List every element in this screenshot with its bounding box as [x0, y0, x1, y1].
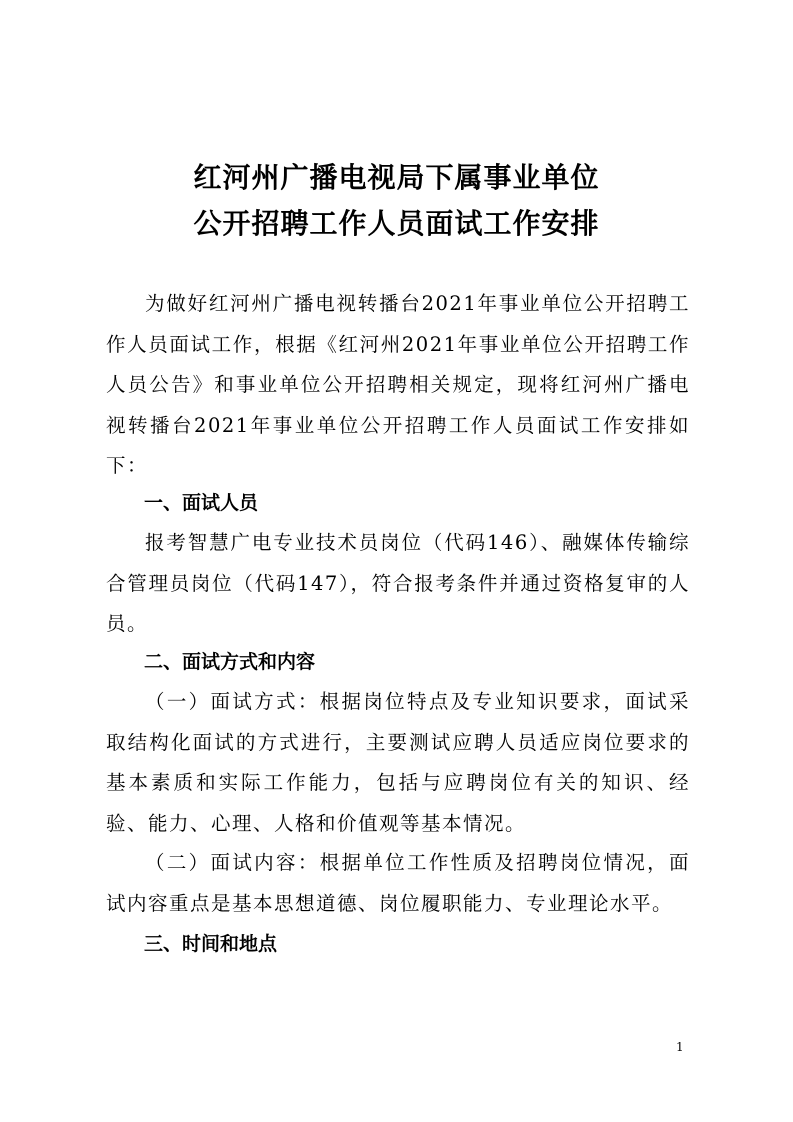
section-heading-method-content: 二、面试方式和内容 — [144, 651, 316, 673]
section-heading-time-location: 三、时间和地点 — [144, 933, 278, 955]
section-paragraph-content: （二）面试内容：根据单位工作性质及招聘岗位情况，面试内容重点是基本思想道德、岗位履职能力、专业理论水平。 — [106, 851, 690, 915]
document-title-line-1: 红河州广播电视局下属事业单位 — [193, 161, 600, 194]
section-paragraph-method: （一）面试方式：根据岗位特点及专业知识要求，面试采取结构化面试的方式进行，主要测试应聘人员适应岗位要求的基本素质和实际工作能力，包括与应聘岗位有关的知识、经验、能力、心理、人格和价值观等基本情况。 — [106, 690, 690, 835]
section-paragraph-interviewees: 报考智慧广电专业技术员岗位（代码146）、融媒体传输综合管理员岗位（代码147），符合报考条件并通过资格复审的人员。 — [106, 531, 690, 635]
document-title-line-2: 公开招聘工作人员面试工作安排 — [193, 207, 600, 240]
intro-paragraph: 为做好红河州广播电视转播台2021年事业单位公开招聘工作人员面试工作，根据《红河州2021年事业单位公开招聘工作人员公告》和事业单位公开招聘相关规定，现将红河州广播电视转播台2021年事业单位公开招聘工作人员面试工作安排如下： — [106, 292, 690, 477]
section-heading-interviewees: 一、面试人员 — [144, 492, 259, 514]
page-number: 1 — [676, 1040, 684, 1054]
